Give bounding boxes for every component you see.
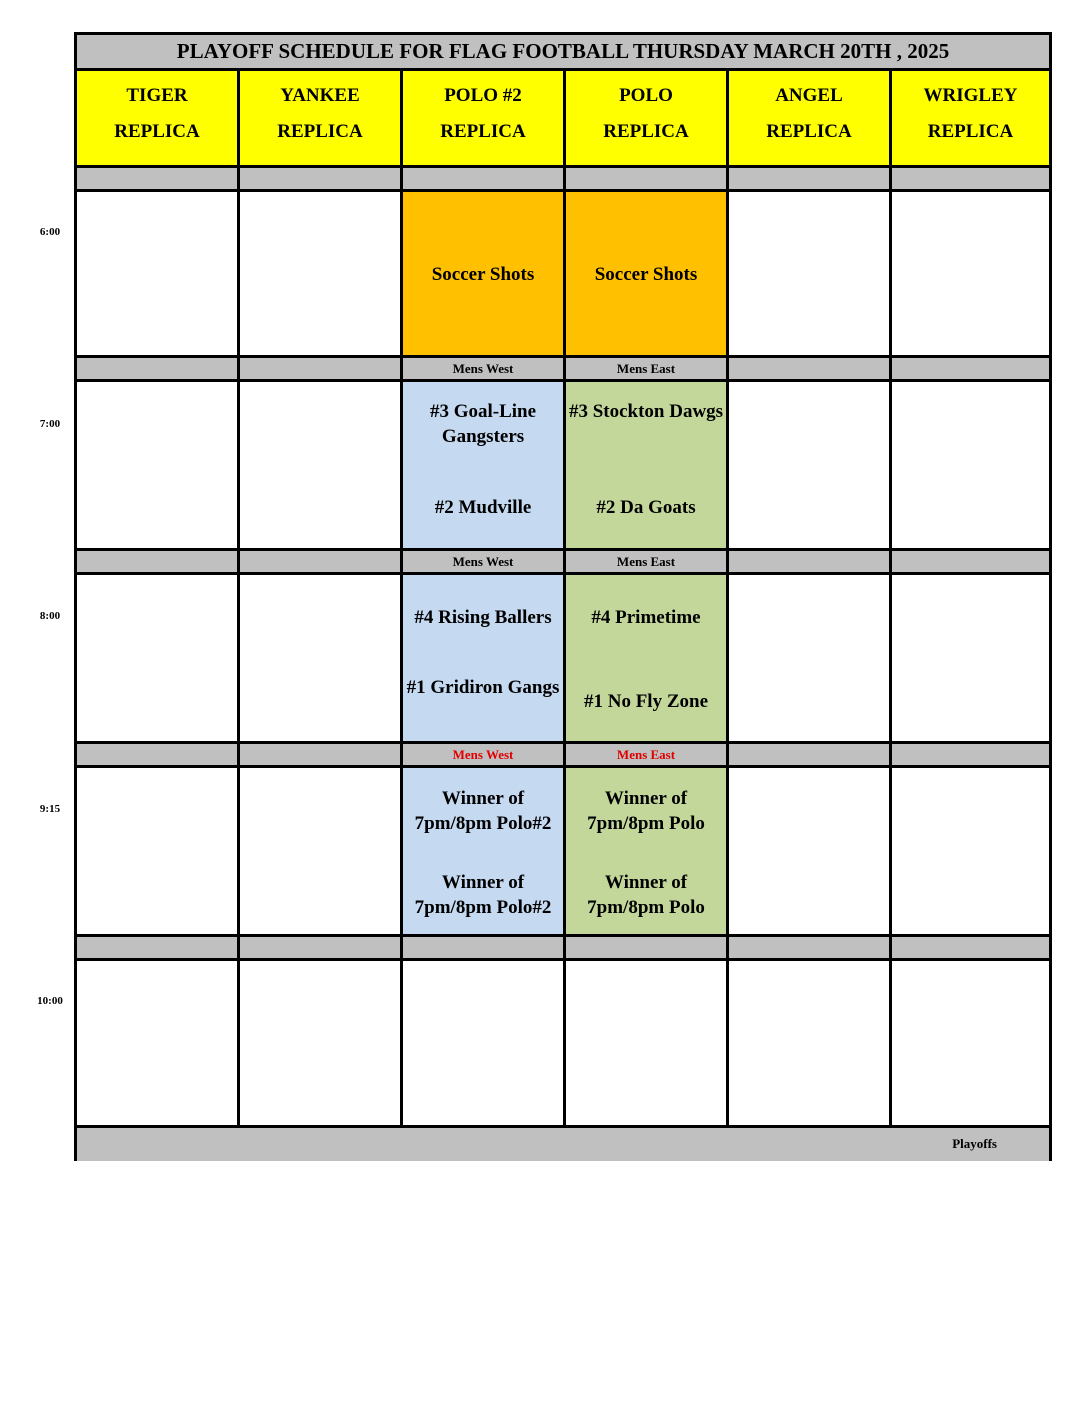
team-label: #2 Da Goats <box>596 497 696 518</box>
field-name: TIGER <box>126 85 188 106</box>
division-label-west: Mens West <box>452 361 514 376</box>
field-sub: REPLICA <box>440 121 526 142</box>
division-label-east: Mens East <box>616 361 676 376</box>
field-name: POLO #2 <box>444 85 522 106</box>
team-label: #4 Primetime <box>591 607 701 628</box>
division-label-west: Mens West <box>452 554 514 569</box>
team-label: #3 Stockton Dawgs <box>568 401 724 422</box>
field-header-tiger <box>77 71 237 165</box>
division-label-west: Mens West <box>452 747 514 762</box>
team-label: #2 Mudville <box>434 497 532 518</box>
division-label-east: Mens East <box>616 554 676 569</box>
field-name: ANGEL <box>775 85 843 106</box>
field-header-wrigley <box>892 71 1049 165</box>
team-label: Winner of 7pm/8pm Polo <box>587 788 705 834</box>
team-label: #1 Gridiron Gangs <box>406 677 560 698</box>
field-sub: REPLICA <box>603 121 689 142</box>
slot-800-polo2 <box>403 575 563 741</box>
time-label-700: 7:00 <box>39 418 61 430</box>
field-name: POLO <box>619 85 673 106</box>
slot-800-polo <box>566 575 726 741</box>
soccer-shots-label: Soccer Shots <box>594 264 698 285</box>
division-label-east: Mens East <box>616 747 676 762</box>
team-label: Winner of 7pm/8pm Polo#2 <box>414 872 552 918</box>
slot-700-polo <box>566 382 726 548</box>
team-label: #3 Goal-Line Gangsters <box>429 401 537 447</box>
team-label: #4 Rising Ballers <box>414 607 552 628</box>
field-sub: REPLICA <box>927 121 1014 142</box>
field-header-polo2 <box>403 71 563 165</box>
field-header-angel <box>729 71 889 165</box>
slot-600-polo <box>566 192 726 355</box>
team-label: Winner of 7pm/8pm Polo#2 <box>414 788 552 834</box>
slot-915-polo2 <box>403 768 563 934</box>
field-sub: REPLICA <box>766 121 852 142</box>
slot-600-polo2 <box>403 192 563 355</box>
time-label-915: 9:15 <box>39 803 61 815</box>
team-label: Winner of 7pm/8pm Polo <box>587 872 705 918</box>
team-label: #1 No Fly Zone <box>583 691 709 712</box>
slot-700-polo2 <box>403 382 563 548</box>
field-sub: REPLICA <box>114 121 200 142</box>
field-sub: REPLICA <box>277 121 363 142</box>
field-name: YANKEE <box>280 85 360 106</box>
time-label-800: 8:00 <box>39 610 61 622</box>
time-label-1000: 10:00 <box>37 995 63 1007</box>
schedule-title: PLAYOFF SCHEDULE FOR FLAG FOOTBALL THURSDAY MARCH 20TH , 2025 <box>77 35 1049 68</box>
schedule-table <box>74 32 1052 1161</box>
soccer-shots-label: Soccer Shots <box>431 264 535 285</box>
time-label-600: 6:00 <box>39 226 61 238</box>
field-name: WRIGLEY <box>923 85 1018 106</box>
footer-label: Playoffs <box>952 1136 997 1151</box>
slot-915-polo <box>566 768 726 934</box>
footer-bar <box>77 1128 1049 1161</box>
field-header-polo <box>566 71 726 165</box>
field-header-yankee <box>240 71 400 165</box>
